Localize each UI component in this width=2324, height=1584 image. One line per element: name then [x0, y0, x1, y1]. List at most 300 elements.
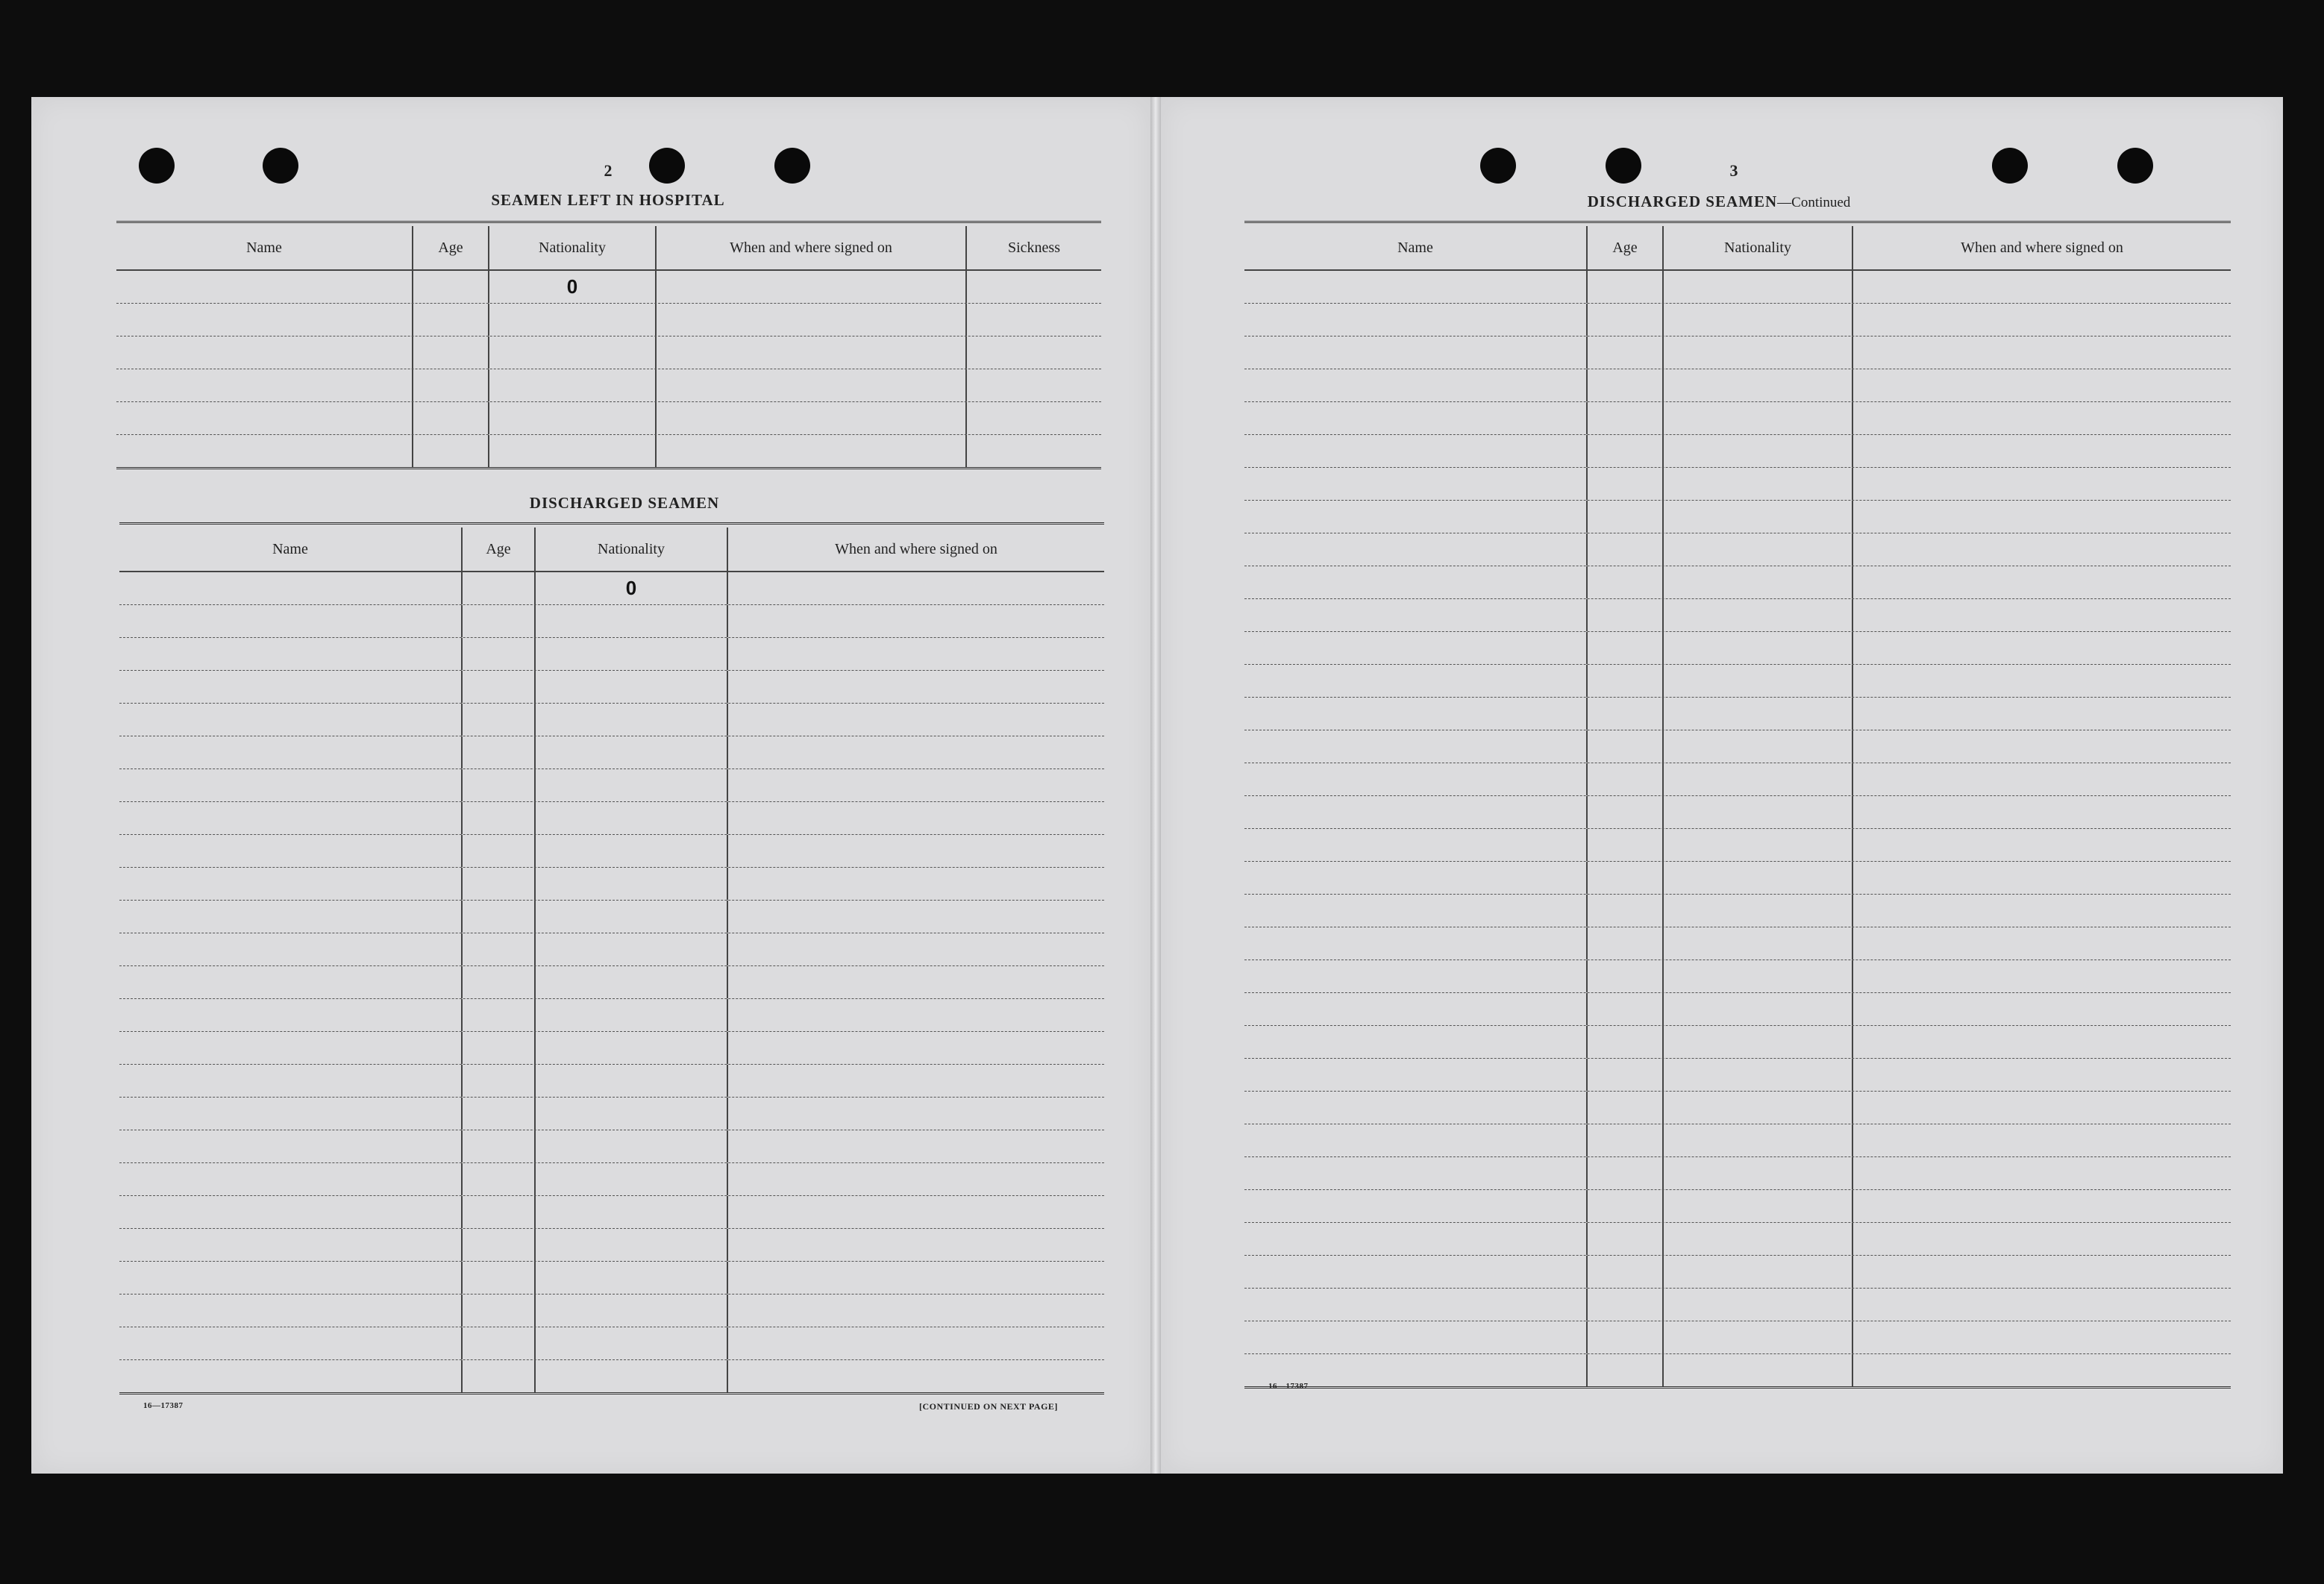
table-cell	[1588, 435, 1664, 467]
punch-hole	[1480, 148, 1516, 184]
table-cell	[463, 1163, 536, 1195]
table-cell	[1853, 960, 2231, 992]
table-cell	[1588, 369, 1664, 401]
table-cell	[1244, 1223, 1588, 1255]
punch-hole	[649, 148, 685, 184]
table-cell	[1588, 763, 1664, 795]
table-cell	[1853, 763, 2231, 795]
table-cell	[728, 1032, 1104, 1064]
table-row	[1244, 698, 2231, 730]
table-cell	[1853, 271, 2231, 303]
table-cell	[1588, 468, 1664, 500]
table-cell	[1244, 665, 1588, 697]
table-cell	[463, 704, 536, 736]
table-cell	[728, 835, 1104, 867]
table-row	[119, 802, 1104, 835]
table-row	[119, 769, 1104, 802]
table-cell	[116, 435, 413, 467]
table-row	[1244, 730, 2231, 763]
table-cell	[463, 1098, 536, 1130]
table-cell	[119, 1163, 463, 1195]
table-cell	[728, 572, 1104, 604]
table-row	[119, 1229, 1104, 1262]
table-cell	[463, 966, 536, 998]
table-cell	[657, 336, 967, 369]
table-row	[116, 402, 1101, 435]
table-cell	[1244, 1256, 1588, 1288]
table-cell	[728, 704, 1104, 736]
table-cell	[119, 933, 463, 965]
table-cell	[1244, 1289, 1588, 1321]
table-cell	[1244, 1190, 1588, 1222]
table-cell	[967, 336, 1101, 369]
table-cell	[463, 835, 536, 867]
table-row	[1244, 533, 2231, 566]
table-row	[119, 1360, 1104, 1392]
table-cell	[1664, 1190, 1853, 1222]
table-cell	[1244, 895, 1588, 927]
table-row	[1244, 1256, 2231, 1289]
table-row	[119, 1065, 1104, 1098]
table-row	[1244, 501, 2231, 533]
table-cell	[489, 336, 657, 369]
table-row	[119, 605, 1104, 638]
table-row	[1244, 796, 2231, 829]
table-cell	[1853, 336, 2231, 369]
table-cell	[1664, 862, 1853, 894]
column-header: When and where signed on	[1961, 239, 2123, 256]
table-cell	[1588, 698, 1664, 730]
table-row	[1244, 1026, 2231, 1059]
section-title-suffix: —Continued	[1777, 195, 1851, 210]
table-row	[1244, 927, 2231, 960]
table-cell	[413, 271, 489, 303]
table-row	[1244, 435, 2231, 468]
column-header: Name	[116, 226, 413, 269]
hospital-table	[116, 221, 1101, 469]
table-cell	[1244, 796, 1588, 828]
table-cell	[536, 769, 728, 801]
table-cell	[413, 435, 489, 467]
table-cell	[1244, 632, 1588, 664]
table-cell	[1244, 993, 1588, 1025]
table-cell	[536, 704, 728, 736]
column-header: Nationality	[1664, 226, 1853, 269]
table-row	[116, 304, 1101, 336]
table-cell	[1853, 599, 2231, 631]
table-cell	[1664, 763, 1853, 795]
table-cell	[119, 572, 463, 604]
table-cell	[728, 1327, 1104, 1359]
table-cell	[116, 304, 413, 336]
table-cell	[1664, 468, 1853, 500]
table-cell	[1664, 271, 1853, 303]
table-cell	[1664, 927, 1853, 960]
discharged-section-title: DISCHARGED SEAMEN	[529, 494, 720, 512]
table-row	[1244, 632, 2231, 665]
column-header: When and where signed on	[657, 226, 967, 269]
table-cell	[1588, 730, 1664, 763]
table-cell	[1588, 796, 1664, 828]
table-row	[1244, 862, 2231, 895]
table-cell	[116, 271, 413, 303]
table-cell	[1244, 1059, 1588, 1091]
table-cell	[1853, 1223, 2231, 1255]
table-cell	[1664, 632, 1853, 664]
table-cell	[728, 736, 1104, 768]
discharged-continued-table	[1244, 221, 2231, 1389]
page-number: 3	[1729, 161, 1738, 180]
table-row	[1244, 993, 2231, 1026]
table-row	[116, 336, 1101, 369]
table-cell	[1244, 927, 1588, 960]
table-row	[116, 435, 1101, 467]
table-row	[119, 671, 1104, 704]
table-cell	[728, 1229, 1104, 1261]
table-cell	[1244, 304, 1588, 336]
table-cell	[1244, 336, 1588, 369]
table-cell	[1588, 1157, 1664, 1189]
form-number: 16—17387	[1268, 1382, 1309, 1391]
table-cell	[1853, 632, 2231, 664]
table-cell	[1853, 533, 2231, 566]
table-cell	[1853, 1026, 2231, 1058]
table-cell	[1664, 1354, 1853, 1386]
table-cell	[1664, 1124, 1853, 1156]
table-cell	[657, 271, 967, 303]
table-cell	[1853, 1124, 2231, 1156]
table-cell	[657, 369, 967, 401]
table-cell	[1588, 829, 1664, 861]
table-cell	[536, 901, 728, 933]
table-cell	[1664, 533, 1853, 566]
table-row	[119, 966, 1104, 999]
table-cell	[536, 638, 728, 670]
table-cell	[463, 1327, 536, 1359]
table-cell	[463, 901, 536, 933]
table-cell	[1853, 1157, 2231, 1189]
table-cell	[967, 402, 1101, 434]
table-cell	[657, 435, 967, 467]
table-row	[119, 1262, 1104, 1295]
table-cell	[119, 966, 463, 998]
table-row	[119, 638, 1104, 671]
table-cell	[463, 1196, 536, 1228]
table-cell	[1853, 796, 2231, 828]
table-row	[1244, 763, 2231, 796]
table-row	[1244, 1124, 2231, 1157]
page-fold	[1150, 97, 1161, 1474]
table-cell	[1588, 1026, 1664, 1058]
table-cell	[728, 1196, 1104, 1228]
table-cell	[1664, 304, 1853, 336]
table-row	[1244, 1092, 2231, 1124]
column-header: Nationality	[489, 226, 657, 269]
punch-hole	[1606, 148, 1641, 184]
table-cell	[728, 1098, 1104, 1130]
table-cell	[1664, 796, 1853, 828]
table-cell	[119, 1065, 463, 1097]
table-cell	[536, 966, 728, 998]
table-cell	[413, 402, 489, 434]
table-cell	[119, 704, 463, 736]
table-cell	[1244, 501, 1588, 533]
table-row	[1244, 1223, 2231, 1256]
table-cell	[1664, 665, 1853, 697]
table-cell	[1244, 698, 1588, 730]
punch-hole	[263, 148, 298, 184]
table-cell	[489, 402, 657, 434]
table-cell	[1853, 993, 2231, 1025]
table-cell	[1664, 1321, 1853, 1353]
table-cell	[413, 304, 489, 336]
table-cell	[728, 1163, 1104, 1195]
table-cell	[1244, 599, 1588, 631]
table-cell	[728, 802, 1104, 834]
table-cell	[463, 671, 536, 703]
table-cell	[119, 1196, 463, 1228]
punch-hole	[2117, 148, 2153, 184]
table-cell	[1664, 566, 1853, 598]
table-cell	[728, 1130, 1104, 1162]
table-cell	[1588, 304, 1664, 336]
table-cell	[1853, 566, 2231, 598]
table-row	[1244, 1321, 2231, 1354]
table-cell	[1853, 829, 2231, 861]
table-cell	[119, 1295, 463, 1327]
right-page	[1161, 97, 2283, 1474]
page-number: 2	[604, 161, 613, 180]
table-cell	[1853, 501, 2231, 533]
table-cell	[1853, 304, 2231, 336]
table-cell	[1244, 468, 1588, 500]
table-cell	[1853, 895, 2231, 927]
table-cell	[1664, 1256, 1853, 1288]
table-cell	[536, 1032, 728, 1064]
table-row	[119, 999, 1104, 1032]
discharged-table	[119, 522, 1104, 1394]
table-cell	[536, 868, 728, 900]
table-cell	[463, 868, 536, 900]
table-cell	[536, 1360, 728, 1392]
table-cell	[1853, 435, 2231, 467]
table-cell	[1664, 1092, 1853, 1124]
table-row	[119, 1196, 1104, 1229]
table-cell	[1853, 1289, 2231, 1321]
column-header: Sickness	[1008, 239, 1060, 256]
table-cell	[536, 1163, 728, 1195]
table-cell	[728, 868, 1104, 900]
table-cell	[463, 769, 536, 801]
table-cell	[536, 999, 728, 1031]
table-cell	[489, 435, 657, 467]
table-cell	[1853, 862, 2231, 894]
table-cell	[119, 605, 463, 637]
table-cell	[728, 638, 1104, 670]
table-cell	[728, 1295, 1104, 1327]
table-cell	[1244, 435, 1588, 467]
table-cell	[536, 1295, 728, 1327]
table-cell	[1588, 1289, 1664, 1321]
table-cell	[119, 999, 463, 1031]
table-cell	[536, 1196, 728, 1228]
table-row	[119, 572, 1104, 605]
table-cell	[1664, 960, 1853, 992]
table-cell	[1588, 402, 1664, 434]
table-cell	[1588, 566, 1664, 598]
table-cell	[1244, 402, 1588, 434]
table-cell	[463, 933, 536, 965]
table-row	[1244, 960, 2231, 993]
table-cell	[1588, 533, 1664, 566]
table-row	[119, 933, 1104, 966]
table-cell	[1853, 1092, 2231, 1124]
table-cell	[1588, 993, 1664, 1025]
table-cell	[463, 802, 536, 834]
punch-hole	[1992, 148, 2028, 184]
table-cell	[536, 1262, 728, 1294]
table-cell	[1853, 1190, 2231, 1222]
table-cell	[1664, 698, 1853, 730]
table-cell	[1853, 927, 2231, 960]
table-cell	[463, 638, 536, 670]
table-cell	[119, 736, 463, 768]
table-row	[1244, 271, 2231, 304]
discharged-continued-title	[1588, 192, 1851, 211]
table-cell	[463, 1065, 536, 1097]
table-cell	[1244, 1026, 1588, 1058]
table-cell	[463, 572, 536, 604]
table-cell	[1853, 1321, 2231, 1353]
table-row	[1244, 1289, 2231, 1321]
table-cell	[967, 304, 1101, 336]
table-cell	[728, 1065, 1104, 1097]
table-cell	[463, 1229, 536, 1261]
table-cell	[1588, 632, 1664, 664]
table-cell	[1664, 336, 1853, 369]
table-cell	[536, 736, 728, 768]
table-cell	[413, 369, 489, 401]
table-cell	[728, 605, 1104, 637]
table-cell	[1853, 1354, 2231, 1386]
table-cell	[1588, 1223, 1664, 1255]
table-cell	[1664, 501, 1853, 533]
table-cell	[119, 1360, 463, 1392]
table-cell	[1244, 369, 1588, 401]
table-cell	[1588, 895, 1664, 927]
table-cell	[1853, 468, 2231, 500]
table-cell	[536, 605, 728, 637]
table-cell	[1244, 533, 1588, 566]
column-header: Name	[1244, 226, 1588, 269]
table-cell	[463, 736, 536, 768]
table-cell	[1664, 435, 1853, 467]
table-cell	[1853, 402, 2231, 434]
table-cell	[728, 769, 1104, 801]
table-cell	[1664, 1157, 1853, 1189]
table-cell	[413, 336, 489, 369]
table-cell	[728, 671, 1104, 703]
table-row	[1244, 829, 2231, 862]
table-cell	[967, 435, 1101, 467]
table-cell	[489, 304, 657, 336]
table-row	[1244, 599, 2231, 632]
table-row	[1244, 1157, 2231, 1190]
column-header: When and where signed on	[835, 540, 997, 557]
table-cell	[1588, 960, 1664, 992]
table-cell	[116, 402, 413, 434]
table-cell	[119, 835, 463, 867]
table-cell	[1853, 1256, 2231, 1288]
table-cell	[1664, 993, 1853, 1025]
table-row	[119, 835, 1104, 868]
table-cell	[1244, 862, 1588, 894]
table-cell	[1664, 730, 1853, 763]
table-cell	[1244, 566, 1588, 598]
table-cell	[536, 1065, 728, 1097]
table-cell	[967, 271, 1101, 303]
table-cell	[119, 868, 463, 900]
table-cell	[463, 999, 536, 1031]
table-row	[119, 704, 1104, 736]
table-cell	[119, 638, 463, 670]
table-cell	[657, 402, 967, 434]
header-row	[1244, 226, 2231, 271]
column-header: Age	[1588, 226, 1664, 269]
table-cell	[1664, 829, 1853, 861]
table-row	[1244, 1059, 2231, 1092]
continued-note: [CONTINUED ON NEXT PAGE]	[919, 1401, 1058, 1412]
table-cell	[1588, 1256, 1664, 1288]
table-cell	[657, 304, 967, 336]
table-cell	[1244, 1321, 1588, 1353]
table-row	[1244, 566, 2231, 599]
header-row	[119, 528, 1104, 572]
punch-hole	[139, 148, 175, 184]
table-cell	[536, 1327, 728, 1359]
table-row	[116, 369, 1101, 402]
table-cell	[119, 1032, 463, 1064]
table-cell	[1664, 1289, 1853, 1321]
table-cell	[1244, 271, 1588, 303]
table-cell	[728, 901, 1104, 933]
table-cell	[1244, 1092, 1588, 1124]
table-cell	[1244, 1157, 1588, 1189]
table-cell	[116, 336, 413, 369]
table-row	[116, 271, 1101, 304]
table-cell	[1664, 1059, 1853, 1091]
table-cell	[1588, 599, 1664, 631]
table-row	[119, 736, 1104, 769]
table-cell	[536, 1130, 728, 1162]
table-cell	[1588, 271, 1664, 303]
table-cell	[463, 1360, 536, 1392]
table-cell	[1664, 895, 1853, 927]
form-number: 16—17387	[143, 1401, 184, 1410]
punch-hole	[774, 148, 810, 184]
table-cell	[1853, 1059, 2231, 1091]
table-cell	[1664, 1223, 1853, 1255]
table-cell	[1588, 1321, 1664, 1353]
header-row	[116, 226, 1101, 271]
column-header: Nationality	[536, 528, 728, 571]
table-cell	[536, 933, 728, 965]
table-cell	[116, 369, 413, 401]
table-cell	[119, 1327, 463, 1359]
table-row	[1244, 369, 2231, 402]
section-title-main: DISCHARGED SEAMEN	[1587, 192, 1778, 210]
table-row	[119, 1032, 1104, 1065]
